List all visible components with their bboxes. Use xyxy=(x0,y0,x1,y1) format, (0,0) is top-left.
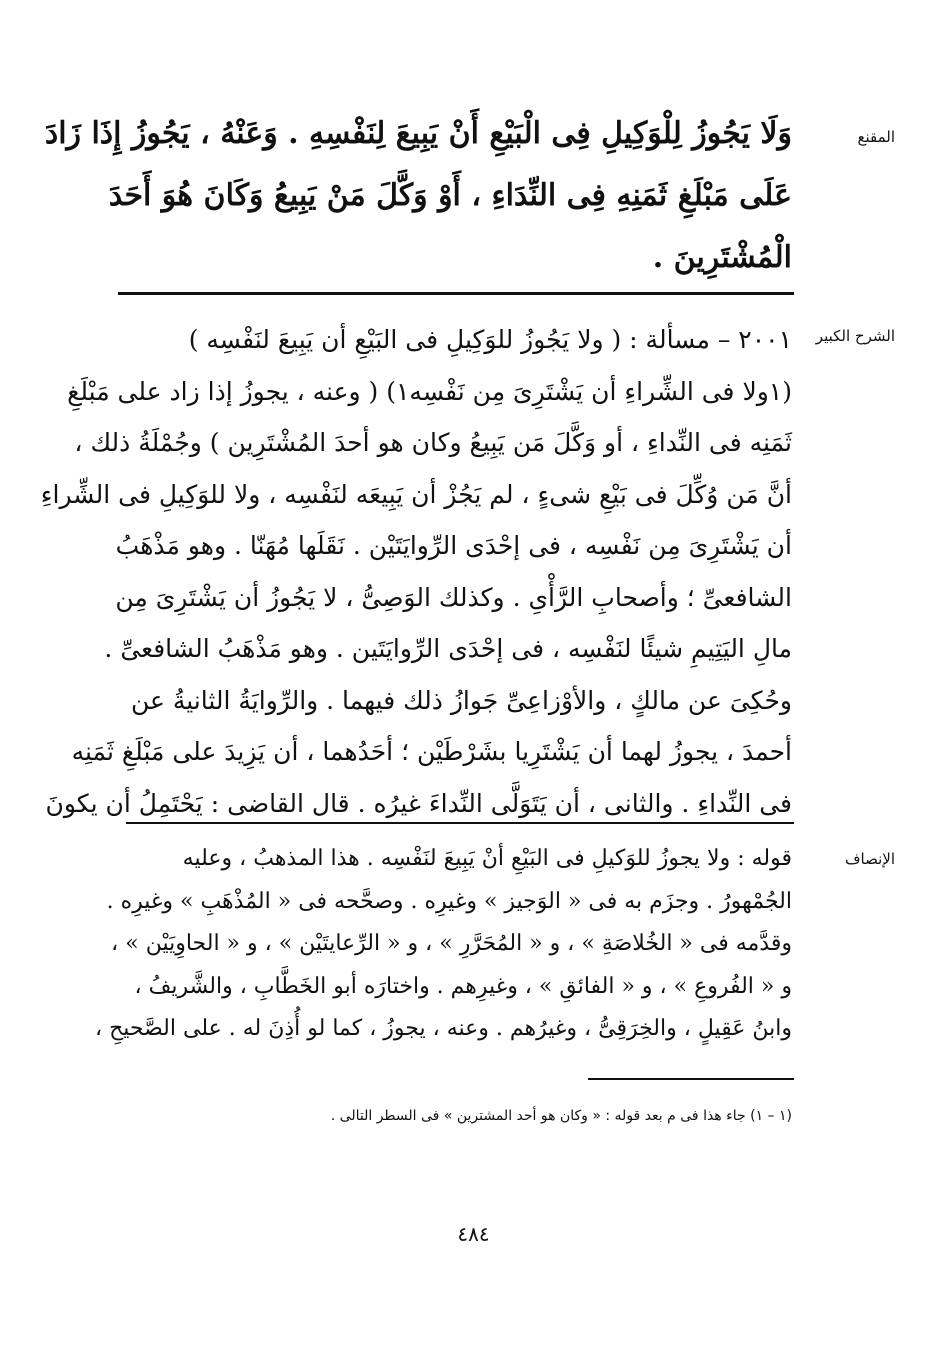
insaf-text xyxy=(94,838,792,1051)
muqni-line: وَلَا يَجُوزُ لِلْوَكِيلِ فِى الْبَيْعِ أَنْ يَبِيعَ لِنَفْسِهِ . وَعَنْهُ ، يَجُوزُ إِذَا زَادَ xyxy=(44,116,792,151)
sharh-line: ثَمَنِه فى النِّداءِ ، أو وَكَّلَ مَن يَبِيعُ وكان هو أحدَ المُشْتَرِين ) وجُمْلَةُ ذلك ، xyxy=(74,428,792,457)
insaf-line: الجُمْهورُ . وجزَم به فى « الوَجيز » وغيرِه . وصحَّحه فى « المُذْهَبِ » وغيرِه . xyxy=(106,888,792,914)
insaf-line: قوله : ولا يجوزُ للوَكيلِ فى البَيْعِ أنْ يَبِيعَ لنَفْسِه . هذا المذهبُ ، وعليه xyxy=(182,846,792,871)
section-divider xyxy=(126,822,794,824)
muqni-line: الْمُشْتَرِينَ . xyxy=(652,240,792,275)
sharh-line: أنَّ مَن وُكِّلَ فى بَيْعِ شىءٍ ، لم يَجُزْ أن يَبِيعَه لنَفْسِه ، ولا للوَكِيلِ فى الشِّراءِ xyxy=(40,479,792,509)
muqni-text xyxy=(44,103,792,289)
footnote: (١ – ١) جاء هذا فى م بعد قوله : « وكان هو أحد المشترين » فى السطر التالى . xyxy=(330,1108,792,1124)
page-number: ٤٨٤ xyxy=(457,1222,490,1246)
sharh-line: أحمدَ ، يجوزُ لهما أن يَشْتَرِيا بشَرْطَيْن ؛ أحَدُهما ، أن يَزِيدَ على مَبْلَغِ ثَمَنِه xyxy=(71,737,792,766)
insaf-line: وابنُ عَقِيلٍ ، والخِرَقِىُّ ، وغيرُهم . وعنه ، يجوزُ ، كما لو أُذِنَ له . على الصَّحيحِ ، xyxy=(94,1016,792,1041)
insaf-line: وقدَّمه فى « الخُلاصَةِ » ، و « المُحَرَّرِ » ، و « الرِّعايتَيْن » ، و « الحاوِيَيْن » ، xyxy=(111,931,792,956)
sharh-line: أن يَشْتَرِىَ مِن نَفْسِه ، فى إحْدَى الرِّوايَتَيْن . نَقَلَها مُهَنّا . وهو مَذْهَبُ xyxy=(115,531,792,560)
sharh-line: مالِ اليَتِيمِ شيئًا لنَفْسِه ، فى إحْدَى الرِّوايَتَين . وهو مَذْهَبُ الشافعىِّ . xyxy=(104,634,792,663)
footnote-divider xyxy=(588,1078,794,1080)
section-label-sharh: الشرح الكبير xyxy=(815,327,895,345)
muqni-line: عَلَى مَبْلَغِ ثَمَنِهِ فِى النِّدَاءِ ، أَوْ وَكَّلَ مَنْ يَبِيعُ وَكَانَ هُوَ أَحَدَ xyxy=(108,178,792,213)
sharh-line: (١ولا فى الشِّراءِ أن يَشْتَرِىَ مِن نَفْسِه١) ( وعنه ، يجوزُ إذا زاد على مَبْلَغِ xyxy=(67,376,792,406)
insaf-line: و « الفُروعِ » ، و « الفائقِ » ، وغيرِهم . واختارَه أبو الخَطَّابِ ، والشَّريفُ ، xyxy=(134,973,792,999)
sharh-line: الشافعىِّ ؛ وأصحابِ الرَّأْىِ . وكذلك الوَصِىُّ ، لا يَجُوزُ أن يَشْتَرِىَ مِن xyxy=(115,582,792,612)
sharh-text xyxy=(40,314,792,829)
section-label-insaf: الإنصاف xyxy=(844,850,895,868)
sharh-line: فى النِّداءِ . والثانى ، أن يَتَوَلَّى النِّداءَ غيرُه . قال القاضى : يَحْتَمِلُ أن يكونَ xyxy=(45,788,792,818)
sharh-line: ٢٠٠١ – مسألة : ( ولا يَجُوزُ للوَكِيلِ فى البَيْعِ أن يَبِيعَ لنَفْسِه ) xyxy=(188,325,792,354)
section-label-muqni: المقنع xyxy=(857,128,895,146)
section-divider xyxy=(118,292,794,295)
sharh-line: وحُكِىَ عن مالكٍ ، والأوْزاعِىِّ جَوازُ ذلك فيهما . والرِّوايَةُ الثانيةُ عن xyxy=(130,685,792,715)
